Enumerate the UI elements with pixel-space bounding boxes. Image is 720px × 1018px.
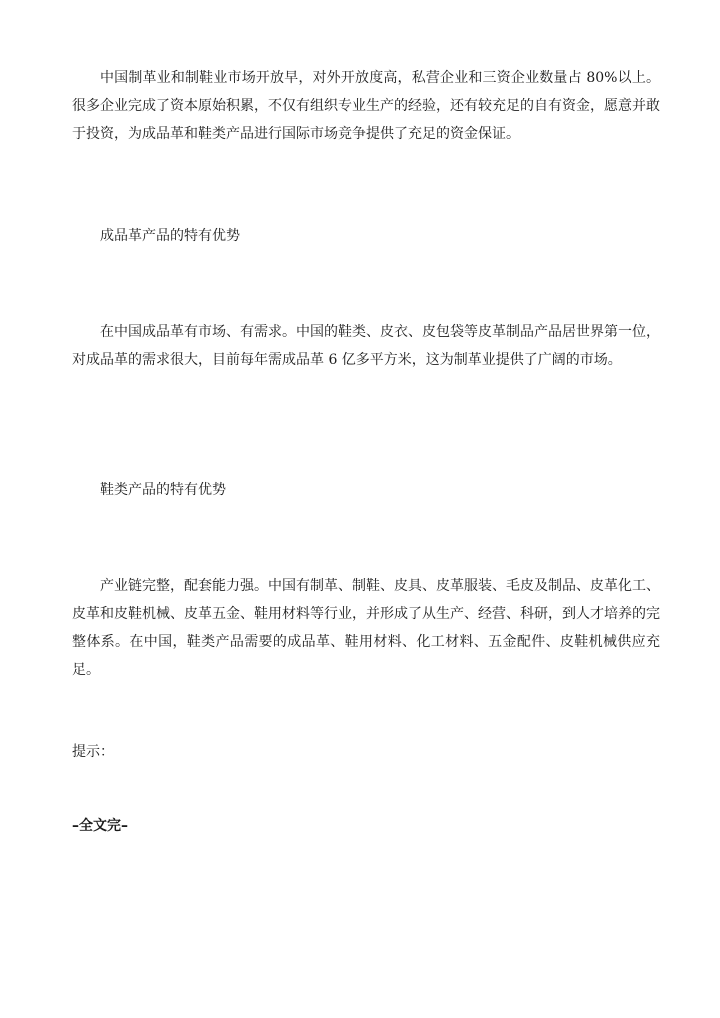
heading-finished-leather-advantages: 成品革产品的特有优势 (100, 228, 240, 244)
note-label: 提示： (72, 744, 114, 760)
heading-footwear-advantages: 鞋类产品的特有优势 (100, 482, 226, 498)
paragraph-industry-chain: 产业链完整，配套能力强。中国有制革、制鞋、皮具、皮革服装、毛皮及制品、皮革化工、皮革和皮鞋机械、皮革五金、鞋用材料等行业，并形成了从生产、经营、科研，到人才培养的完整体系。在中国，鞋类产品需要的成品革、鞋用材料、化工材料、五金配件、皮鞋机械供应充足。 (72, 578, 660, 678)
end-of-text-mark: –全文完– (72, 818, 128, 834)
paragraph-finished-leather-demand: 在中国成品革有市场、有需求。中国的鞋类、皮衣、皮包袋等皮革制品产品居世界第一位，对成品革的需求很大，目前每年需成品革 6 亿多平方米，这为制革业提供了广阔的市场。 (72, 324, 660, 368)
paragraph-market-openness: 中国制革业和制鞋业市场开放早，对外开放度高，私营企业和三资企业数量占 80%以上。很多企业完成了资本原始积累，不仅有组织专业生产的经验，还有较充足的自有资金，愿意并敢于投资，为成品革和鞋类产品进行国际市场竞争提供了充足的资金保证。 (72, 70, 660, 142)
